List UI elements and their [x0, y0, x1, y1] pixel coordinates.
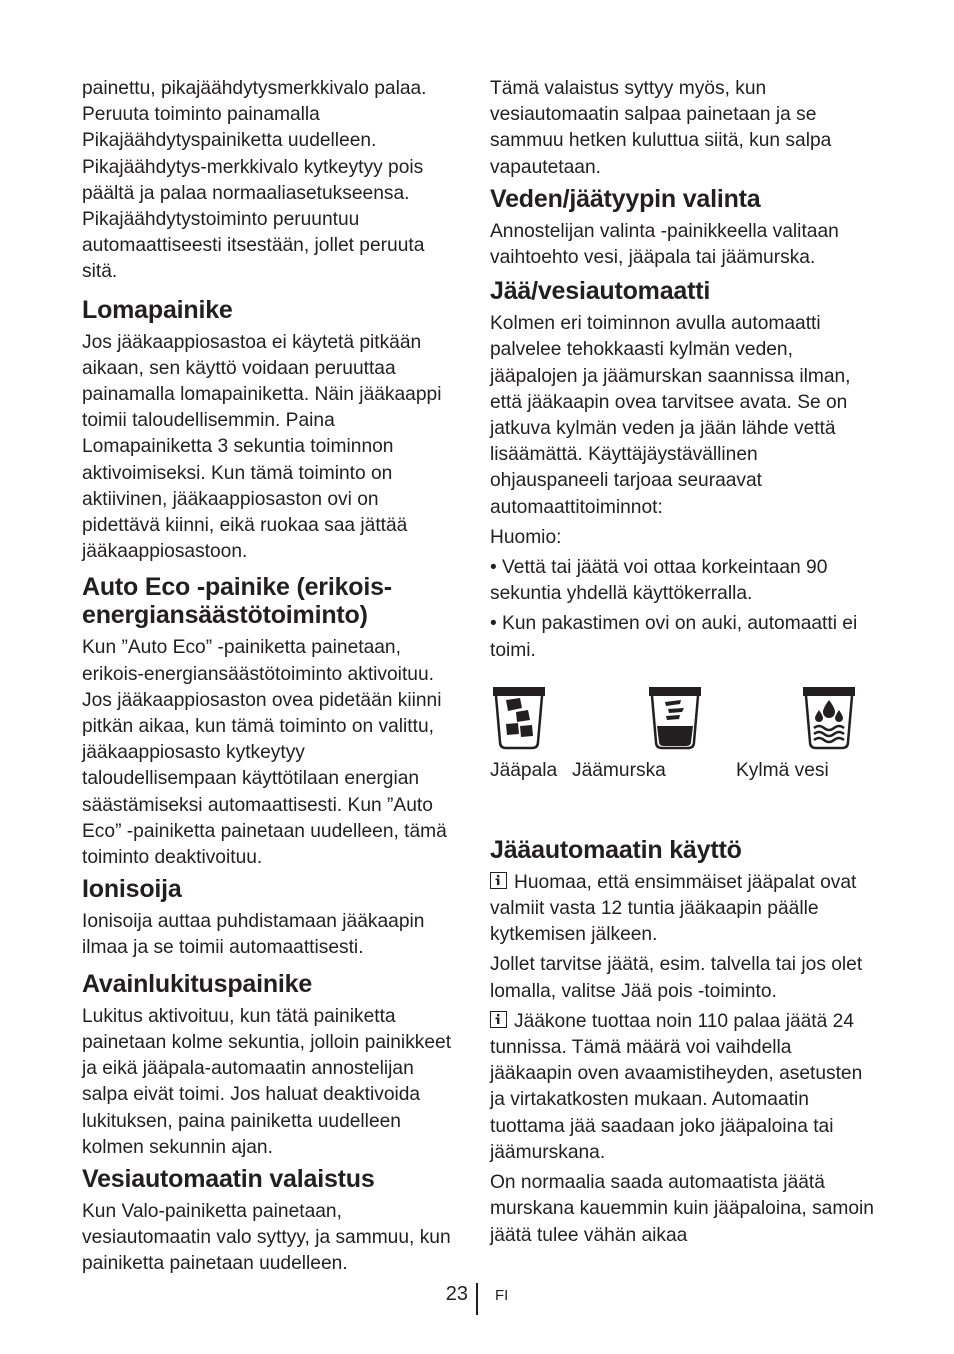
usage-paragraph: Jollet tarvitse jäätä, esim. talvella tai jos olet lomalla, valitse Jää pois -toiminto. [490, 954, 863, 1002]
heading-avainlukitus: Avainlukituspainike [82, 969, 313, 998]
paragraph-lomapainike: Jos jääkaappiosastoa ei käytetä pitkään aikaan, sen käyttö voidaan peruuttaa painamalla lomapainiketta. Näin jääkaappi toimii taloudellisemmin. Paina Lomapainiketta 3 sekuntia toiminnon aktivoimiseksi. Kun tämä toiminto on aktiivinen, jääkaappiosaston ovi on pidettävä kiinni, eikä ruokaa saa jättää jääkaappiosastoon. [82, 331, 442, 563]
note-text: Huomaa, että ensimmäiset jääpalat ovat valmiit vasta 12 tuntia jääkaapin päälle kytkemisen jälkeen. [490, 871, 857, 946]
page-footer [0, 1281, 954, 1315]
dispenser-icons-row [490, 686, 876, 836]
note-label: Huomio: [490, 526, 562, 548]
left-column [82, 76, 460, 1282]
usage-paragraph: On normaalia saada automaatista jäätä murskana kauemmin kuin jääpaloina, samoin jäätä tulee vähän aikaa [490, 1172, 874, 1246]
bullet-item: • Vettä tai jäätä voi ottaa korkeintaan 90 sekuntia yhdellä käyttökerralla. [490, 557, 828, 605]
heading-valaistus: Vesiautomaatin valaistus [82, 1164, 375, 1193]
note-paragraph [490, 1009, 876, 1166]
paragraph-avainlukitus: Lukitus aktivoituu, kun tätä painiketta painetaan kolme sekuntia, jolloin painikkeet ja eikä jääpala-automaatin annostelijan salpa eivät toimi. Jos haluat deaktivoida lukituksen, paina painiketta uudelleen kolmen sekunnin ajan. [82, 1005, 452, 1158]
heading-selection: Veden/jäätyypin valinta [490, 184, 761, 213]
page-number: 23 [445, 1283, 468, 1305]
note-paragraph [490, 870, 876, 949]
ice-cubes-icon [492, 686, 546, 750]
intro-paragraph-right: Tämä valaistus syttyy myös, kun vesiautomaatin salpaa painetaan ja se sammuu hetken kuluttua siitä, kun salpa vapautetaan. [490, 78, 832, 178]
heading-dispenser: Jää/vesiautomaatti [490, 277, 711, 306]
paragraph-auto-eco: Kun ”Auto Eco” -painiketta painetaan, erikois-energiansäästötoiminto aktivoituu. Jos jääkaappiosaston ovea pidetään kiinni pitkän aikaa, kun tämä toiminto on valittu, jääkaappiosasto kytkeytyy taloudellisempaan käyttötilaan energian säästämiseksi automaattisesti. Kun ”Auto Eco” -painiketta painetaan uudelleen, tämä toiminto deaktivoituu. [82, 637, 447, 869]
intro-paragraph: painettu, pikajäähdytysmerkkivalo palaa. Peruuta toiminto painamalla Pikajäähdytyspainiketta uudelleen. Pikajäähdytys-merkkivalo kytkeytyy pois päältä ja palaa normaaliasetukseensa. Pikajäähdytystoiminto peruuntuu automaattiseesti itsestään, jollet peruuta sitä. [82, 78, 427, 283]
right-column [490, 76, 876, 1253]
heading-ionisoija: Ionisoija [82, 875, 182, 904]
info-icon [490, 1011, 507, 1028]
crushed-ice-icon [648, 686, 702, 750]
water-drops-icon [802, 686, 856, 750]
ice-cubes-label: Jääpala [490, 759, 558, 781]
water-label: Kylmä vesi [736, 759, 829, 781]
paragraph-dispenser: Kolmen eri toiminnon avulla automaatti palvelee tehokkaasti kylmän veden, jääpalojen ja jäämurskan saannissa ilman, että jääkaapin ovea tarvitsee avata. Se on jatkuva kylmän veden ja jään lähde vettä lisäämättä. Käyttäjäystävällinen ohjauspaneeli tarjoaa seuraavat automaattitoiminnot: [490, 313, 851, 518]
paragraph-ionisoija: Ionisoija auttaa puhdistamaan jääkaapin ilmaa ja se toimii automaattisesti. [82, 911, 425, 959]
heading-lomapainike: Lomapainike [82, 295, 233, 324]
heading-auto-eco: Auto Eco -painike (erikois-energiansäästötoiminto) [82, 573, 392, 630]
crushed-ice-label: Jäämurska [572, 759, 666, 781]
paragraph-selection: Annostelijan valinta -painikkeella valitaan vaihtoehto vesi, jääpala tai jäämurska. [490, 220, 839, 269]
paragraph-valaistus: Kun Valo-painiketta painetaan, vesiautomaatin valo syttyy, ja sammuu, kun painiketta painetaan uudelleen. [82, 1200, 451, 1275]
info-icon [490, 872, 507, 889]
footer-divider [476, 1283, 478, 1315]
bullet-item: • Kun pakastimen ovi on auki, automaatti ei toimi. [490, 613, 858, 661]
note-text: Jääkone tuottaa noin 110 palaa jäätä 24 tunnissa. Tämä määrä voi vaihdella jääkaapin oven avaamistiheyden, asetusten ja virtakatkosten mukaan. Automaatin tuottama jää saadaan joko jääpaloina tai jäämurskana. [490, 1010, 863, 1163]
heading-usage: Jääautomaatin käyttö [490, 835, 742, 864]
language-code: FI [495, 1287, 509, 1304]
